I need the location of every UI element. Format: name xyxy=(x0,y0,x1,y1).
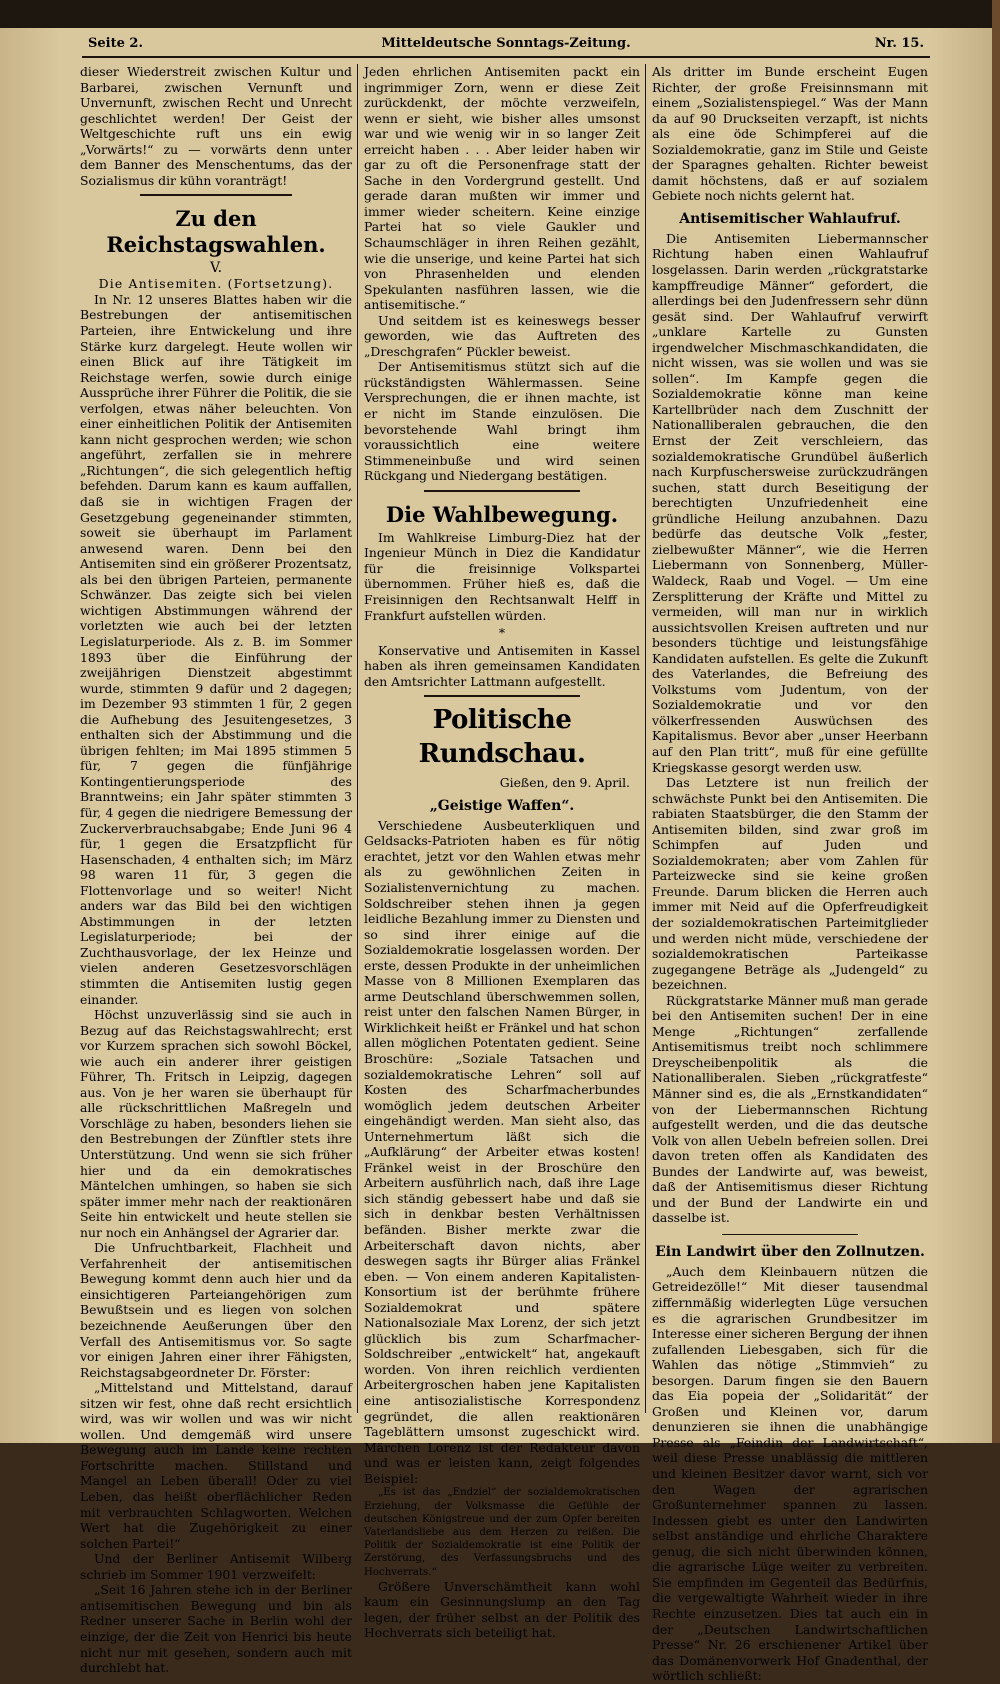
paragraph: Größere Unverschämtheit kann wohl kaum ein Gesinnungslump an den Tag legen, der früher selbst an der Politik des Hochverrats sich beteiligt hat. xyxy=(364,1578,640,1641)
paragraph: „Auch dem Kleinbauern nützen die Getreidezölle!“ Mit dieser tausendmal ziffernmäßig widerlegten Lüge versuchen es die agrarischen Grundbesitzer im Interesse einer sicheren Bergung der ihnen zufallenden Liebesgaben, sich für die Wahlen das nötige „Stimmvieh“ zu besorgen. Darum fingen sie den Bauern das Eia popeia der „Solidarität“ der Großen und Kleinen vor, darum denunzieren sie ihnen die unabhängige Presse als „Feindin der Landwirtschaft“, weil diese Presse unablässig die mittleren und kleinen Besitzer davor warnt, sich vor den Wagen der agrarischen Großunternehmer spannen zu lassen. Indessen giebt es unter den Landwirten selbst anständige und ehrliche Charaktere genug, die sich nicht überwinden können, die agrarische Lüge weiter zu verbreiten. Sie empfinden im Gegenteil das Bedürfnis, die vergewaltigte Wahrheit wieder in ihre Rechte einzusetzen. Dies tat auch ein in der „Deutschen Landwirtschaftlichen Presse“ Nr. 26 erschienener Artikel über das Domänenvorwerk Hof Gnadenthal, der wörtlich schließt: xyxy=(652,1263,928,1684)
article-divider xyxy=(424,695,580,697)
quote-paragraph: „Es ist das „Endziel“ der sozialdemokratischen Erziehung, der Volksmasse die Gefühle der deutschen Königstreue und der zum Opfer bereiten Vaterlandsliebe aus dem Herzen zu reißen. Die Politik der Sozialdemokratie ist eine Politik der Zerstörung, des Verfassungsbruchs und des Hochverrats.“ xyxy=(364,1487,640,1578)
article-title: Zu den Reichstagswahlen. xyxy=(106,206,326,258)
article-subtitle: Die Antisemiten. (Fortsetzung). xyxy=(98,276,334,292)
article-divider xyxy=(140,194,292,196)
paragraph: Der Antisemitismus stützt sich auf die rückständigsten Wählermassen. Seine Versprechungen, die er ihnen machte, ist er nicht im Stande einzulösen. Die bevorstehende Wahl bringt ihm voraussichtlich eine weitere Stimmeneinbuße und wird seinen Rückgang und Niedergang bestätigen. xyxy=(364,359,640,484)
dateline: Gießen, den 9. April. xyxy=(499,775,630,791)
paragraph: Die Antisemiten Liebermannscher Richtung haben einen Wahlaufruf losgelassen. Darin werden „rückgratstarke kampffreudige Männer“ gefordert, die allerdings bei den Judenfressern sehr dünn gesät sind. Der Wahlaufruf verwirft „unklare Kartelle zu Gunsten irgendwelcher Mischmaschkandidaten, die nicht wissen, was sie wollen und was sie sollen“. Im Kampfe gegen die Sozialdemokratie könne man keine Kartellbrüder nach dem Zuschnitt der Nationalliberalen gebrauchen, die den Ernst der Zeit verschleiern, das sozialdemokratische Grundübel äußerlich nach Kurpfuschersweise zurückzudrängen suchen, statt durch Beseitigung der berechtigten Unzufriedenheit eine gründliche Heilung anzubahnen. Dazu bedürfe das deutsche Volk „fester, zielbewußter Männer“, wie die Herren Liebermann von Sonnenberg, Müller-Waldeck, Raab und Vogel. — Um eine Zersplitterung der Kräfte und Mittel zu vermeiden, will man nur in wirklich aussichtsvollen Kreisen auftreten und nur besonders tüchtige und leistungsfähige Kandidaten aufstellen. Es gelte die Zukunft des Vaterlandes, die Befreiung des Volkstums vom Judentum, von der Sozialdemokratie und vor den völkerfressenden Auswüchsen des Kapitalismus. Bevor aber „unser Heerbann auf den Plan tritt“, muß für eine gefüllte Kriegskasse gesorgt werden usw. xyxy=(652,230,928,775)
quote-paragraph: „Seit 16 Jahren stehe ich in der Berliner antisemitischen Bewegung und bin als Redner unserer Sache in Berlin wohl der einzige, der die Zeit von Henrici bis heute nicht nur mit gesehen, sondern auch mit durchlebt hat. xyxy=(80,1582,352,1676)
paragraph: Und der Berliner Antisemit Wilberg schrieb im Sommer 1901 verzweifelt: xyxy=(80,1551,352,1582)
paragraph: Das Letztere ist nun freilich der schwächste Punkt bei den Antisemiten. Die rabiaten Staatsbürger, die den Stamm der Antisemiten bilden, sind zwar groß im Schimpfen auf Juden und Sozialdemokraten; aber vom Zahlen für Parteizwecke sind sie keine großen Freunde. Darum blicken die Herren auch immer mit Neid auf die Opferfreudigkeit der sozialdemokratischen Parteimitglieder und werden nicht müde, verschiedene der sozialdemokratischen Parteikasse zugegangene Beträge als „Judengeld“ zu bezeichnen. xyxy=(652,775,928,993)
header-rule xyxy=(82,56,930,58)
column-rule xyxy=(357,64,358,1413)
page-header xyxy=(88,34,924,54)
article-divider xyxy=(722,1234,858,1235)
section-title: Die Wahlbewegung. xyxy=(385,501,619,527)
article-part-number: V. xyxy=(209,260,223,277)
paragraph: In Nr. 12 unseres Blattes haben wir die Bestrebungen der antisemitischen Parteien, ihre Entwickelung und ihre Stärke kurz dargelegt. Heute wollen wir einen Blick auf ihre Tätigkeit im Reichstage werfen, sowie durch einige Aussprüche ihrer Führer die Politik, die sie verfolgen, etwas näher beleuchten. Von einer einheitlichen Politik der Antisemiten kann nicht gesprochen werden; wie schon angeführt, zerfallen sie in mehrere „Richtungen“, die sich gelegentlich heftig befehden. Darum kann es kaum auffallen, daß sie in wichtigen Fragen der Gesetzgebung gegeneinander stimmten, soweit sie überhaupt im Parlament anwesend waren. Denn bei den Antisemiten sind ein größerer Prozentsatz, als bei den übrigen Parteien, permanente Schwänzer. Das zeigte sich bei vielen wichtigen Abstimmungen während der vorletzten wie auch bei der letzten Legislaturperiode. Als z. B. im Sommer 1893 über die Einführung der zweijährigen Dienstzeit abgestimmt wurde, stimmten 9 dafür und 2 dagegen; im Dezember 93 stimmten 1 für, 2 gegen die Aufhebung des Jesuitengesetzes, 3 enthalten sich der Abstimmung und die übrigen fehlten; im Mai 1895 stimmen 5 für, 7 gegen die fünfjährige Kontingentierungsperiode des Branntweins; ein Jahr später stimmten 3 für, 4 gegen die niedrigere Bemessung der Zuckerverbrauchsabgabe; Ende Juni 96 4 für, 1 gegen die Ersatzpflicht für Hasenschaden, 4 enthalten sich; im März 98 waren 11 für, 3 gegen die Flottenvorlage und so weiter! Nicht anders war das Bild bei den wichtigen Abstimmungen in der letzten Legislaturperiode; bei der Zuchthausvorlage, der lex Heinze und vielen anderen Gesetzesvorschlägen stimmten die Antisemiten lustig gegen einander. xyxy=(80,291,352,1007)
quote-paragraph: „Mittelstand und Mittelstand, darauf sitzen wir fest, ohne daß recht ersichtlich wird, was wir wollen und was wir nicht wollen. Und demgemäß wird unsere Bewegung auch im Lande keine rechten Fortschritte machen. Stillstand und Mangel an Leben überall! Oder zu viel Leben, das heißt oberflächlicher Reden mit verbrauchten Schlagworten. Welchen Wert hat die Zugehörigkeit zu einer solchen Partei!“ xyxy=(80,1380,352,1551)
scan-edge xyxy=(992,0,1000,1443)
paragraph: Als dritter im Bunde erscheint Eugen Richter, der große Freisinnsmann mit einem „Sozialistenspiegel.“ Was der Mann da auf 90 Druckseiten verzapft, ist nichts als eine öde Schimpferei auf die Sozialdemokratie, ganz im Stile und Geiste der Sparagnes gehalten. Richter beweist damit höchstens, daß er auf sozialem Gebiete noch nichts gelernt hat. xyxy=(652,64,928,204)
newspaper-title: Mitteldeutsche Sonntags-Zeitung. xyxy=(381,36,631,51)
column-3 xyxy=(652,64,928,1684)
article-continuation: dieser Wiederstreit zwischen Kultur und Barbarei, zwischen Vernunft und Unvernunft, zwischen Recht und Unrecht geschlichtet werden! Der Geist der Weltgeschichte ruft uns ein ewig „Vorwärts!“ zu — vorwärts denn unter dem Banner des Menschentums, das der Sozialismus dir kühn voranträgt! xyxy=(80,64,352,188)
paragraph: Jeden ehrlichen Antisemiten packt ein ingrimmiger Zorn, wenn er diese Zeit zurückdenkt, der möchte verzweifeln, wenn er sieht, wie bisher alles umsonst war und wie wenig wir in so langer Zeit erreicht haben . . . Aber leider haben wir gar zu oft die Personenfrage statt der Sache in den Vordergrund gestellt. Und gerade daran mußten wir immer und immer wieder scheitern. Keine einzige Partei hat so viele Gaukler und Schaumschläger in ihren Reihen gezählt, wie die unserige, und keine Partei hat sich von Phrasenhelden und elenden Spekulanten nasführen lassen, wie die antisemitische.“ xyxy=(364,64,640,313)
column-2 xyxy=(364,64,640,1641)
paragraph: Im Wahlkreise Limburg-Diez hat der Ingenieur Münch in Diez die Kandidatur für die freisinnige Volkspartei übernommen. Früher hieß es, daß die Freisinnigen den Rechtsanwalt Helff in Frankfurt aufstellen würden. xyxy=(364,529,640,623)
column-1 xyxy=(80,64,352,1676)
separator-star: * xyxy=(498,625,506,641)
scan-background xyxy=(0,0,1000,30)
column-rule xyxy=(645,64,646,1413)
article-title: „Geistige Waffen“. xyxy=(429,797,575,814)
section-title: Politische Rundschau. xyxy=(418,705,586,770)
paragraph: Verschiedene Ausbeuterkliquen und Geldsacks-Patrioten haben es für nötig erachtet, jetzt vor den Wahlen etwas mehr als zu gewöhnlichen Zeiten in Sozialistenvernichtung zu machen. Soldschreiber stehen ihnen ja gegen leidliche Bezahlung immer zu Diensten und so sind ihrer einige auf die Sozialdemokratie losgelassen worden. Der erste, dessen Produkte in der unheimlichen Masse von 8 Millionen Exemplaren das arme Deutschland überschwemmen sollen, reist unter den falschen Namen Bürger, in Wirklichkeit heißt er Fränkel und hat schon allen möglichen Potentaten gedient. Seine Broschüre: „Soziale Tatsachen und sozialdemokratische Lehren“ soll auf Kosten des Scharfmacherbundes womöglich jedem deutschen Arbeiter eingehändigt werden. Man sieht also, das Unternehmertum läßt sich die „Aufklärung“ der Arbeiter etwas kosten! Fränkel weist in der Broschüre den Arbeitern ausführlich nach, daß ihre Lage sich ständig gebessert habe und daß sie sich in denkbar besten Verhältnissen befänden. Bisher merkte zwar die Arbeiterschaft davon nichts, aber deswegen sagts ihr Bürger alias Fränkel eben. — Von einem anderen Kapitalisten-Konsortium ist der berühmte frühere Sozialdemokrat und spätere Nationalsoziale Max Lorenz, der sich jetzt glücklich bis zum Scharfmacher-Soldschreiber „entwickelt“ hat, angekauft worden. Von ihren reichlich verdienten Arbeitergroschen haben jene Kapitalisten eine antisozialistische Korrespondenz gegründet, die allen reaktionären Tageblättern umsonst zugeschickt wird. Märchen Lorenz ist der Redakteur davon und was er leisten kann, zeigt folgendes Beispiel: xyxy=(364,817,640,1486)
paragraph: Konservative und Antisemiten in Kassel haben als ihren gemeinsamen Kandidaten den Amtsrichter Lattmann aufgestellt. xyxy=(364,642,640,689)
paragraph: Rückgratstarke Männer muß man gerade bei den Antisemiten suchen! Der in eine Menge „Richtungen“ zerfallende Antisemitismus treibt noch schlimmere Dreyscheibenpolitik als die Nationalliberalen. Sieben „rückgratfeste“ Männer sind es, die als „Ernstkandidaten“ von der Liebermannschen Richtung aufgestellt werden, und die das deutsche Volk von allen Uebeln befreien sollen. Drei davon treten offen als Kandidaten des Bundes der Landwirte auf, was beweist, daß der Antisemitismus dieser Richtung und der Bund der Landwirte ein und dasselbe ist. xyxy=(652,992,928,1226)
article-title: Ein Landwirt über den Zollnutzen. xyxy=(655,1243,925,1260)
page-number: Seite 2. xyxy=(88,36,143,51)
issue-number: Nr. 15. xyxy=(874,36,924,51)
paragraph: Und seitdem ist es keineswegs besser geworden, wie das Auftreten des „Dreschgrafen“ Pückler beweist. xyxy=(364,312,640,359)
article-title: Antisemitischer Wahlaufruf. xyxy=(679,210,901,227)
paragraph: Höchst unzuverlässig sind sie auch in Bezug auf das Reichstagswahlrecht; erst vor Kurzem sprachen sich sowohl Böckel, wie auch ein anderer ihrer geistigen Führer, Th. Fritsch in Leipzig, dagegen aus. Von je her waren sie überhaupt für alle rückschrittlichen Maßregeln und Vorschläge zu haben, besonders liehen sie den Bestrebungen der Zünftler stets ihre Unterstützung. Und wenn sie sich früher hier und da ein demokratisches Mäntelchen umhingen, so haben sie sich später immer mehr nach der reaktionären Seite hin entwickelt und heute stellen sie nur noch ein Anhängsel der Agrarier dar. xyxy=(80,1007,352,1240)
paragraph: Die Unfruchtbarkeit, Flachheit und Verfahrenheit der antisemitischen Bewegung kommt denn auch hier und da einsichtigeren Parteiangehörigen zum Bewußtsein und es liegen von solchen bezeichnende Aeußerungen über den Verfall des Antisemitismus vor. So sagte vor einigen Jahren einer ihrer Fähigsten, Reichstagsabgeordneter Dr. Förster: xyxy=(80,1240,352,1380)
article-divider xyxy=(424,490,580,492)
